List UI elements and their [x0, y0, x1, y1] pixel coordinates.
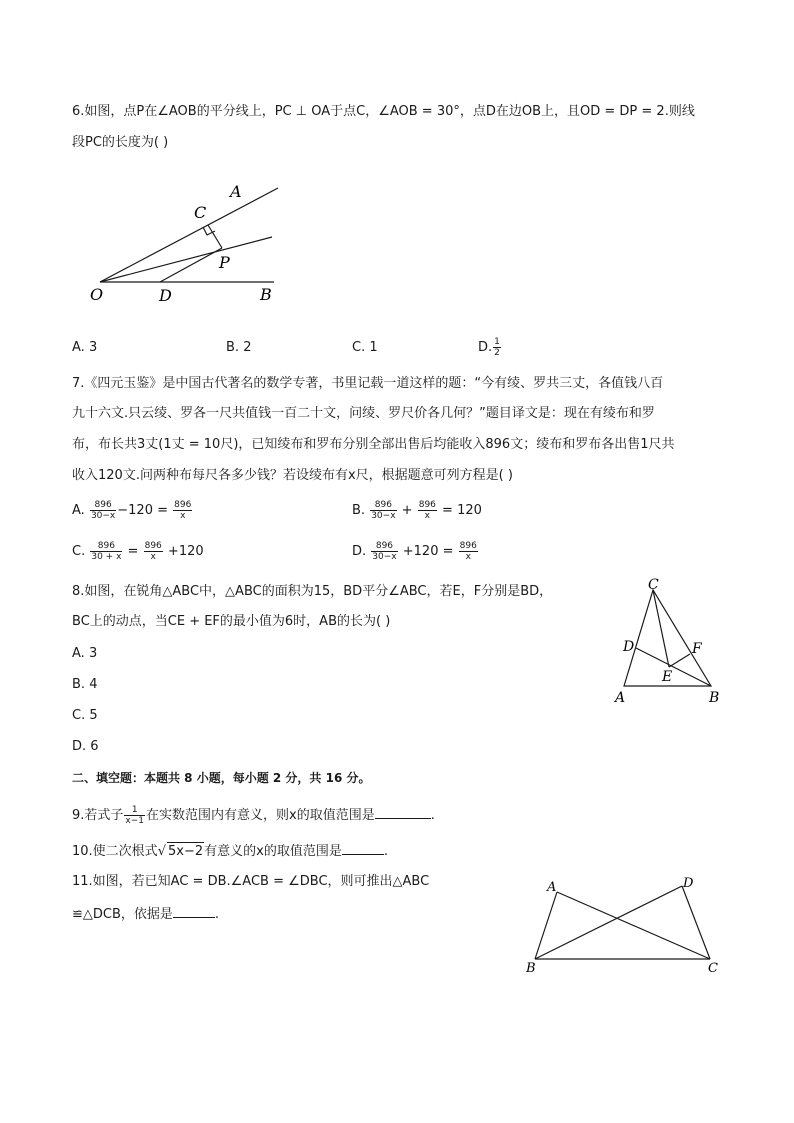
q7-stem-line2: 九十六文.只云绫、罗各一尺共值钱一百二十文，问绫、罗尺价各几何？”题目译文是：现在有绫布和罗: [72, 406, 655, 421]
q6-label-A: A: [230, 182, 242, 201]
q8-option-c: C. 5: [72, 708, 98, 723]
q8-label-C: C: [648, 577, 659, 593]
q6-label-B: B: [260, 285, 272, 304]
q6-label-O: O: [90, 285, 104, 304]
q8-label-D: D: [623, 639, 635, 655]
q8-option-d: D. 6: [72, 739, 99, 754]
q6-option-a: A. 3: [72, 340, 98, 355]
q9-stem: 9.若式子 $\frac{1}{x-1}$ 在实数范围内有意义，则x的取值范围是 .: [72, 805, 435, 826]
q8-stem-line1: 8.如图，在锐角△ABC中，△ABC的面积为15，BD平分∠ABC，若E，F分别是BD，: [72, 584, 553, 599]
q11-label-B: B: [526, 961, 536, 976]
q7-option-a: A. $\frac{896}{30-x}$ −120 = $\frac{896}{x}$: [72, 500, 192, 521]
q11-label-D: D: [683, 876, 694, 891]
q6-label-D: D: [159, 286, 172, 305]
q11-stem-line1: 11.如图，若已知AC = DB.∠ACB = ∠DBC，则可推出△ABC: [72, 874, 430, 889]
q8-stem-line2: BC上的动点，当CE + EF的最小值为6时，AB的长为( ): [72, 614, 391, 629]
q6-stem-line1: 6.如图，点P在∠AOB的平分线上，PC ⊥ OA于点C，∠AOB = 30°，点D在边OB上，且OD = DP = 2.则线: [72, 104, 695, 119]
q8-figure: [610, 578, 730, 708]
q9-answer-blank[interactable]: [375, 806, 431, 819]
q8-option-a: A. 3: [72, 646, 98, 661]
q11-label-C: C: [708, 961, 718, 976]
q7-option-b: B. $\frac{896}{30-x}$ + $\frac{896}{x}$ = 120: [352, 500, 482, 521]
q7-stem-line4: 收入120文.问两种布每尺各多少钱？若设绫布有x尺，根据题意可列方程是( ): [72, 468, 513, 483]
q6-option-c: C. 1: [352, 340, 378, 355]
section-heading-fill-in: 二、填空题：本题共 8 小题，每小题 2 分，共 16 分。: [72, 771, 371, 785]
q8-label-E: E: [662, 669, 673, 685]
q7-option-d: D. $\frac{896}{30-x}$ +120 = $\frac{896}{x}$: [352, 541, 477, 562]
q8-label-F: F: [692, 641, 702, 657]
q6-label-C: C: [194, 203, 207, 222]
q7-stem-line3: 布，布长共3丈(1丈 = 10尺)，已知绫布和罗布分别全部出售后均能收入896文；绫布和罗布各出售1尺共: [72, 437, 675, 452]
q8-label-A: A: [615, 690, 626, 706]
q11-label-A: A: [547, 880, 557, 895]
q8-option-b: B. 4: [72, 677, 98, 692]
q7-option-c: C. $\frac{896}{30 + x}$ = $\frac{896}{x}$ +120: [72, 541, 204, 562]
q7-stem-line1: 7.《四元玉鉴》是中国古代著名的数学专著，书里记载一道这样的题：“今有绫、罗共三丈，各值钱八百: [72, 376, 664, 391]
q8-label-B: B: [709, 690, 720, 706]
q10-stem: 10.使二次根式√ 5x−2有意义的x的取值范围是 .: [72, 844, 388, 859]
q11-figure: [520, 872, 730, 977]
q6-option-d: D. $\frac{1}{2}$: [478, 337, 500, 358]
q11-answer-blank[interactable]: [173, 905, 215, 918]
q6-figure: [88, 180, 288, 310]
q6-option-b: B. 2: [226, 340, 252, 355]
q6-stem-line2: 段PC的长度为( ): [72, 135, 169, 150]
q6-label-P: P: [219, 253, 230, 272]
q10-answer-blank[interactable]: [342, 842, 384, 855]
radical-sign: √: [157, 844, 166, 859]
q11-stem-line2: ≌△DCB，依据是 .: [72, 907, 220, 922]
